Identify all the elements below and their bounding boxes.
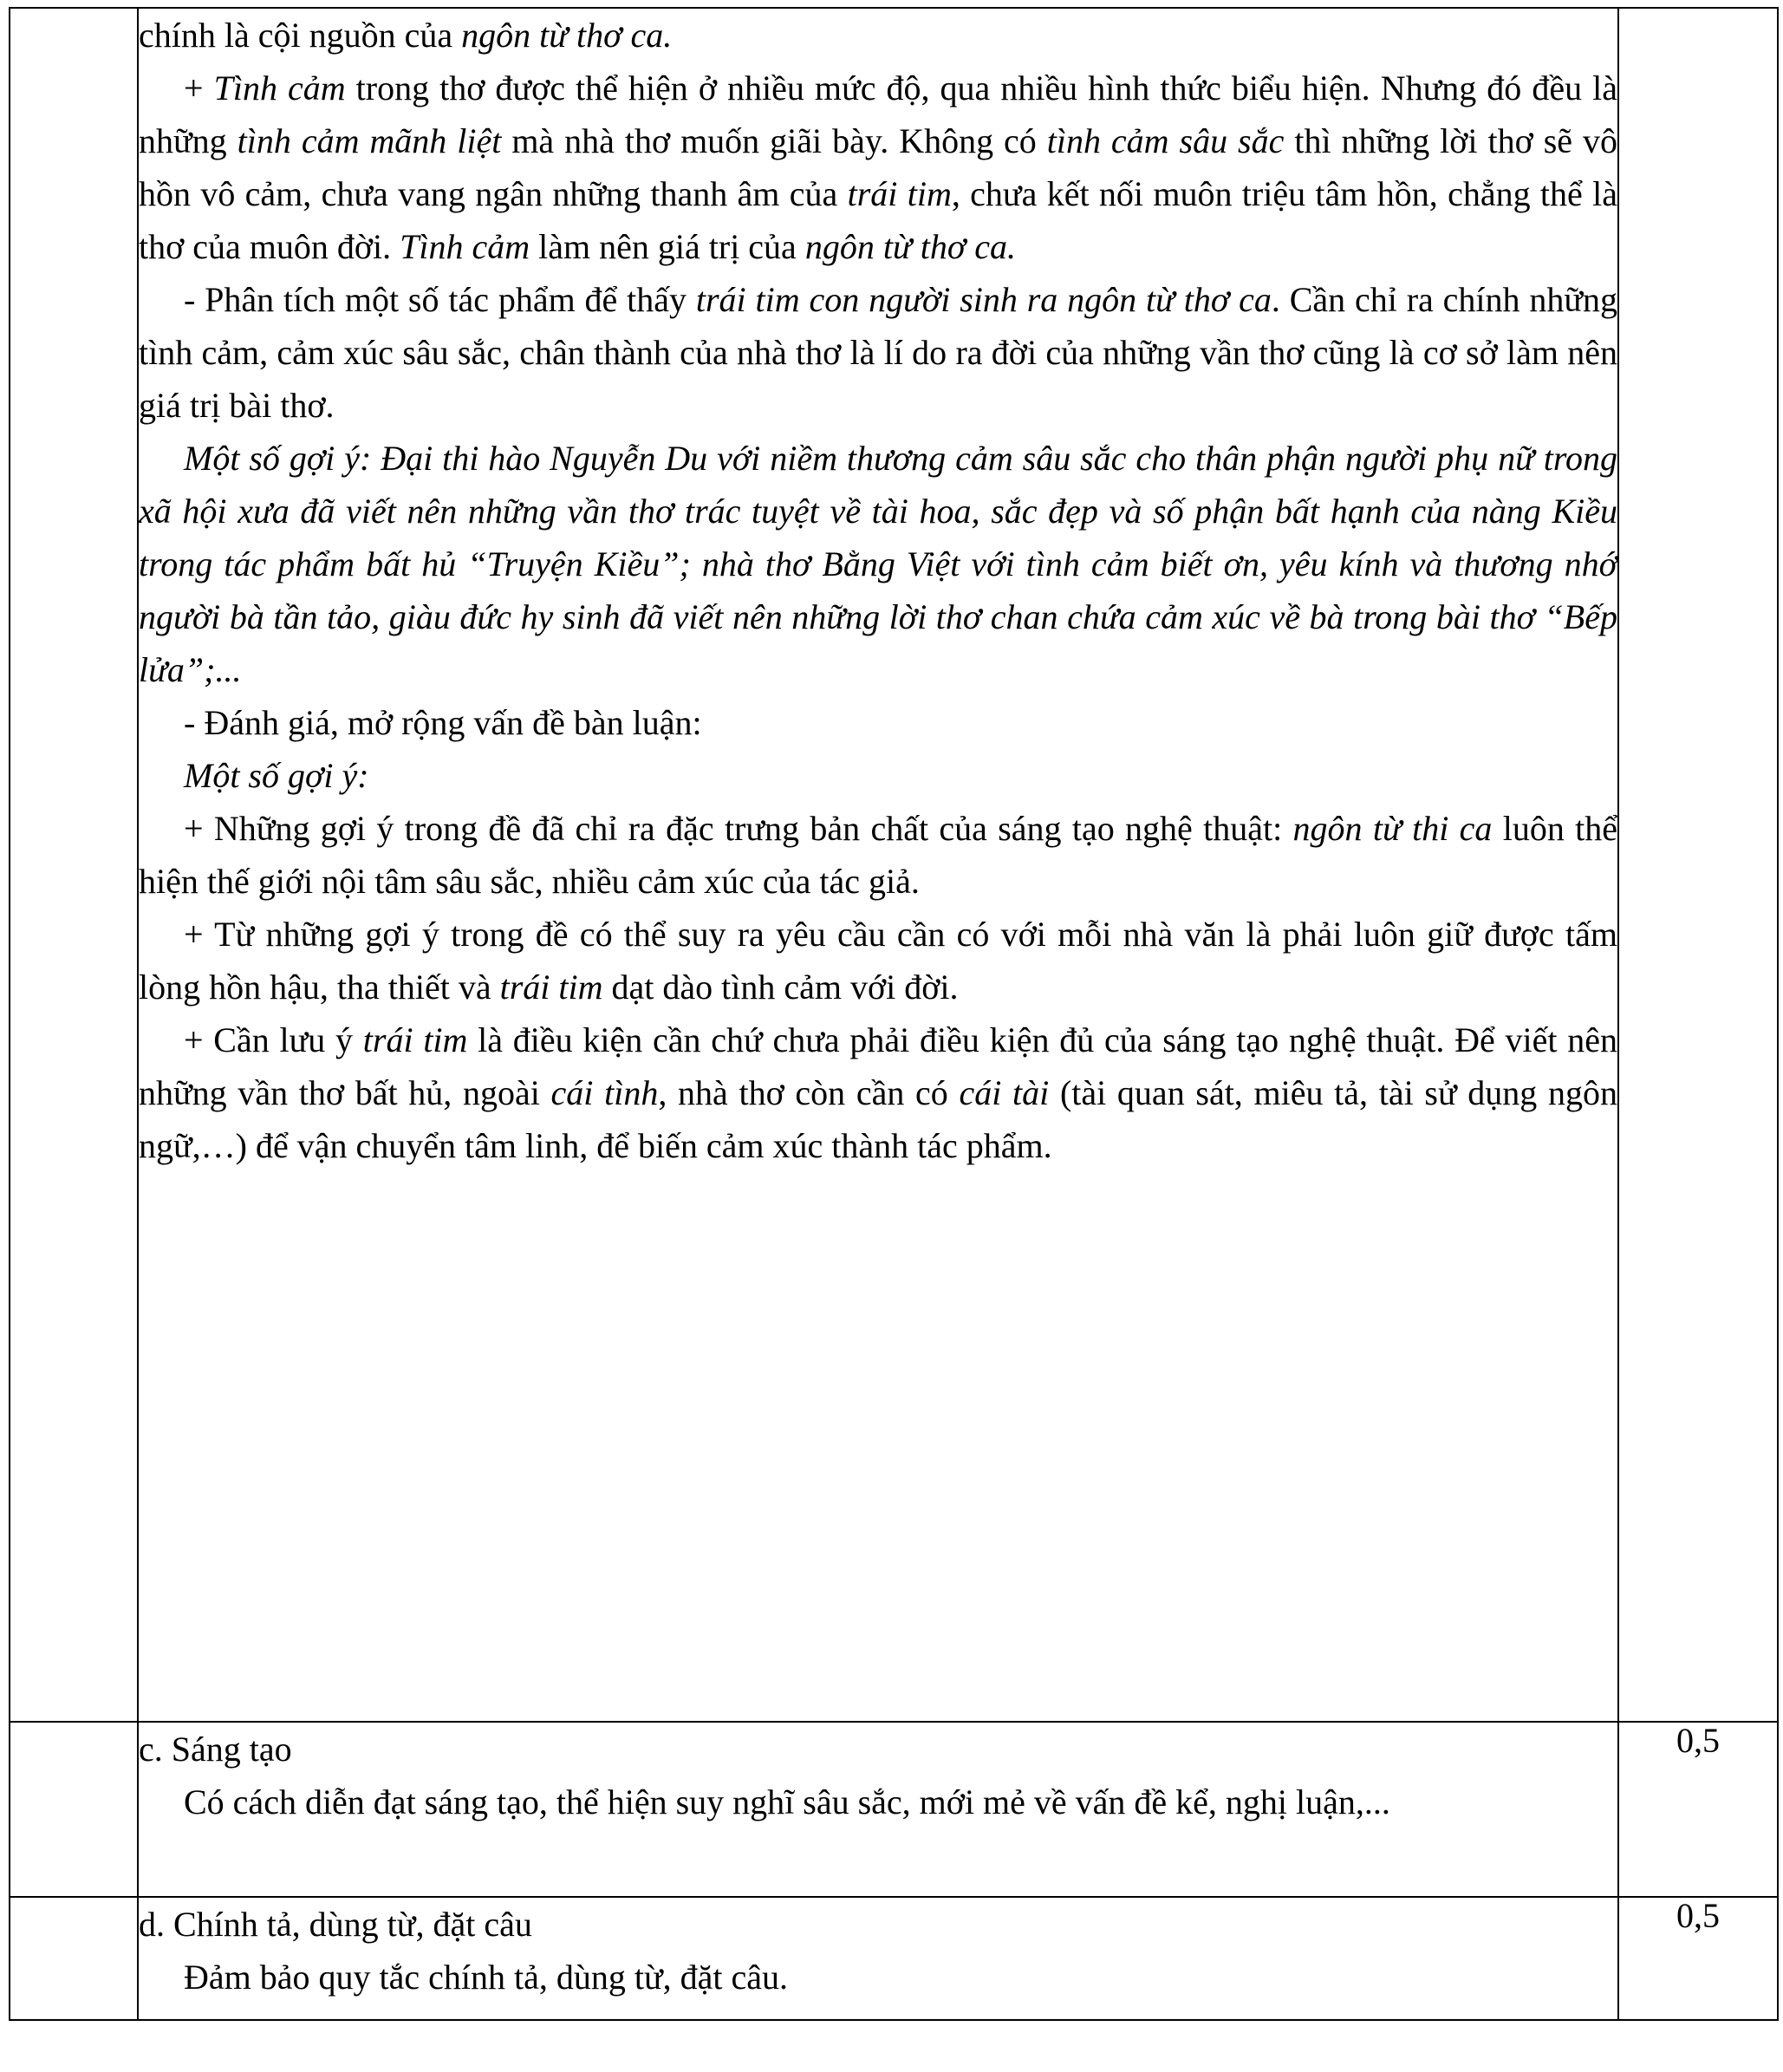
text-run: + Cần lưu ý xyxy=(184,1020,363,1059)
table-row xyxy=(10,8,1778,1722)
text-run: trong thơ được thể hiện ở nhiều mức độ, qua nhiều hình thức biểu hiện. Nhưng đó đều là những xyxy=(139,68,1617,160)
paragraph-mot-so-goi-y xyxy=(139,749,1617,802)
text-run: Đảm bảo quy tắc chính tả, dùng từ, đặt câu. xyxy=(184,1958,789,1997)
row-content-cell xyxy=(138,1897,1618,2020)
text-run-italic: tình cảm sâu sắc xyxy=(1046,121,1285,160)
text-run: c. Sáng tạo xyxy=(139,1730,292,1769)
text-run: , chưa kết nối muôn triệu tâm hồn, chẳng thể là thơ của muôn đời. xyxy=(139,174,1617,266)
text-run: + Những gợi ý trong đề đã chỉ ra đặc trưng bản chất của sáng tạo nghệ thuật: xyxy=(184,809,1293,848)
table-row xyxy=(10,1722,1778,1897)
text-run-italic: Một số gợi ý: xyxy=(184,756,369,795)
paragraph-continuation xyxy=(139,9,1617,62)
table-row xyxy=(10,1897,1778,2020)
row-content-cell xyxy=(138,1722,1618,1897)
text-run-italic: trái tim con người sinh ra ngôn từ thơ ca xyxy=(695,280,1272,319)
criterion-heading-c xyxy=(139,1723,1617,1776)
text-run: Có cách diễn đạt sáng tạo, thể hiện suy nghĩ sâu sắc, mới mẻ về vấn đề kể, nghị luận,... xyxy=(184,1782,1390,1821)
text-run: (tài quan sát, miêu tả, tài sử dụng ngôn ngữ,…) để vận chuyển tâm linh, để biến cảm xúc thành tác phẩm. xyxy=(139,1073,1617,1165)
criterion-body-c xyxy=(139,1776,1617,1828)
paragraph-danh-gia xyxy=(139,696,1617,749)
text-run: là điều kiện cần chứ chưa phải điều kiện đủ của sáng tạo nghệ thuật. Để viết nên những vần thơ bất hủ, ngoài xyxy=(139,1020,1618,1112)
text-run-italic: ngôn từ thơ ca. xyxy=(804,227,1016,266)
paragraph-goi-y-examples xyxy=(139,432,1617,696)
text-run-italic: Tình cảm xyxy=(213,68,346,108)
paragraph-nhung-goi-y xyxy=(139,802,1617,908)
paragraph-tu-nhung-goi-y xyxy=(139,908,1617,1013)
text-run: chính là cội nguồn của xyxy=(139,16,462,55)
text-run-italic: trái tim xyxy=(847,174,952,213)
score-value: 0,5 xyxy=(1676,1721,1720,1760)
text-run: , nhà thơ còn cần có xyxy=(658,1073,960,1112)
text-run-italic: Một số gợi ý: Đại thi hào Nguyễn Du với niềm thương cảm sâu sắc cho thân phận người phụ nữ trong xã hội xưa đã viết nên những vần thơ trác tuyệt về tài hoa, sắc đẹp và số phận bất hạnh của nàng Kiều trong tác phẩm bất hủ “Truyện Kiều”; nhà thơ Bằng Việt với tình cảm biết ơn, yêu kính và thương nhớ người bà tần tảo, giàu đức hy sinh đã viết nên những lời thơ chan chứa cảm xúc về bà trong bài thơ “Bếp lửa”;... xyxy=(139,439,1617,689)
text-run: - Đánh giá, mở rộng vấn đề bàn luận: xyxy=(184,703,702,742)
paragraph-phan-tich xyxy=(139,273,1617,432)
criterion-body-d xyxy=(139,1951,1617,2004)
text-run: . Cần chỉ ra chính những tình cảm, cảm xúc sâu sắc, chân thành của nhà thơ là lí do ra đời của những vần thơ cũng là cơ sở làm nên giá trị bài thơ. xyxy=(139,280,1618,425)
criterion-heading-d xyxy=(139,1898,1617,1951)
text-run-italic: cái tài xyxy=(959,1073,1050,1112)
row-score-cell xyxy=(1618,1722,1778,1897)
text-run-italic: ngôn từ thi ca xyxy=(1292,809,1493,848)
row-content-cell xyxy=(138,8,1618,1722)
row-label-cell xyxy=(10,8,138,1722)
score-value: 0,5 xyxy=(1676,1896,1720,1935)
text-run-italic: tình cảm mãnh liệt xyxy=(237,121,502,160)
text-run: + xyxy=(184,68,214,108)
row-label-cell xyxy=(10,1722,138,1897)
text-run: luôn thể hiện thế giới nội tâm sâu sắc, nhiều cảm xúc của tác giả. xyxy=(139,809,1618,901)
rubric-body xyxy=(10,8,1778,2020)
text-run: dạt dào tình cảm với đời. xyxy=(602,968,959,1007)
row-score-cell xyxy=(1618,8,1778,1722)
text-run: làm nên giá trị của xyxy=(530,227,805,266)
text-run: mà nhà thơ muốn giãi bày. Không có xyxy=(501,121,1047,160)
text-run-italic: ngôn từ thơ ca. xyxy=(461,16,673,55)
text-run-italic: Tình cảm xyxy=(400,227,530,266)
paragraph-can-luu-y xyxy=(139,1013,1617,1172)
text-run: thì những lời thơ sẽ vô hồn vô cảm, chưa vang ngân những thanh âm của xyxy=(139,121,1617,213)
text-run: d. Chính tả, dùng từ, đặt câu xyxy=(139,1905,532,1944)
text-run-italic: trái tim xyxy=(362,1020,468,1059)
row-score-cell xyxy=(1618,1897,1778,2020)
text-run: + Từ những gợi ý trong đề có thể suy ra yêu cầu cần có với mỗi nhà văn là phải luôn giữ được tấm lòng hồn hậu, tha thiết và xyxy=(139,915,1617,1007)
text-run: - Phân tích một số tác phẩm để thấy xyxy=(184,280,696,319)
paragraph-tinh-cam xyxy=(139,62,1617,273)
text-run-italic: cái tình xyxy=(550,1073,659,1112)
text-run-italic: trái tim xyxy=(499,968,603,1007)
grading-rubric-table xyxy=(9,7,1779,2021)
row-label-cell xyxy=(10,1897,138,2020)
